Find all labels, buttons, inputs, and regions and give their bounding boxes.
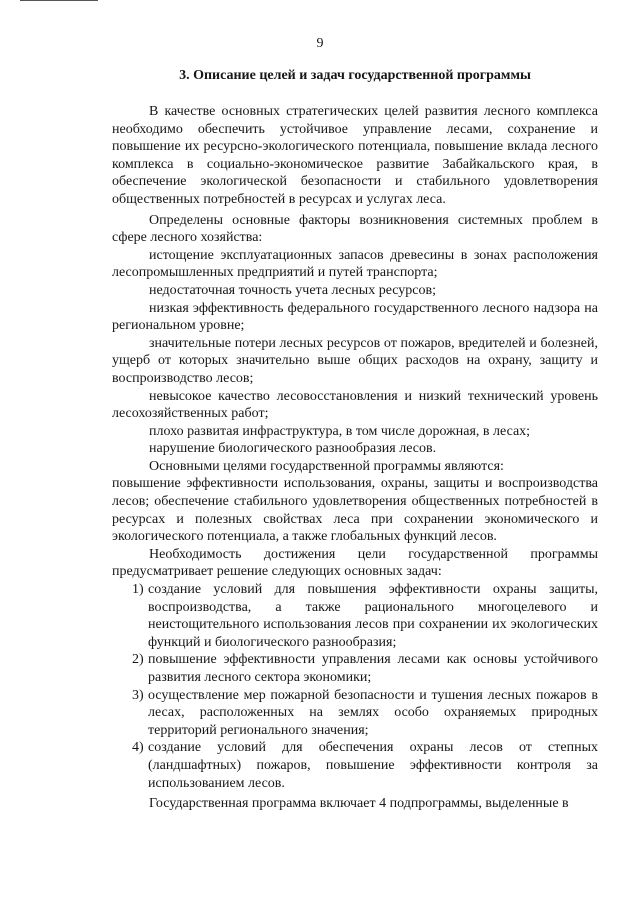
- task-text: повышение эффективности управления лесами как основы устойчивого развития лесного сектора экономики;: [148, 652, 598, 685]
- tasks-intro: Необходимость достижения цели государственной программы предусматривает решение следующих основных задач:: [112, 546, 598, 580]
- factor-item: низкая эффективность федерального государственного лесного надзора на региональном уровне;: [112, 300, 598, 334]
- task-number: 1): [132, 582, 144, 598]
- tasks-list: [112, 581, 598, 792]
- document-body: [112, 103, 598, 813]
- task-text: осуществление мер пожарной безопасности и тушения лесных пожаров в лесах, расположенных на землях особо охраняемых природных территорий регионального значения;: [148, 687, 598, 738]
- factor-item: невысокое качество лесовосстановления и низкий технический уровень лесохозяйственных работ;: [112, 388, 598, 422]
- task-item: [112, 687, 598, 740]
- task-text: создание условий для повышения эффективности охраны защиты, воспроизводства, а также рационального многоцелевого и неистощительного использования лесов при сохранении их экологических функций и биологического разнообразия;: [148, 582, 598, 650]
- goals-intro: Основными целями государственной программы являются:: [149, 458, 504, 474]
- goals-text: повышение эффективности использования, охраны, защиты и воспроизводства лесов; обеспечение стабильного удовлетворения общественных потребностей в ресурсах и полезных свойствах леса при сохранении экономического и экологического потенциала, а также глобальных функций лесов.: [112, 476, 598, 545]
- task-number: 3): [132, 687, 144, 703]
- closing-paragraph: Государственная программа включает 4 подпрограммы, выделенные в: [149, 796, 569, 812]
- task-item: [112, 651, 598, 686]
- task-text: создание условий для обеспечения охраны лесов от степных (ландшафтных) пожаров, повышение эффективности контроля за использованием лесов.: [148, 740, 598, 791]
- page-number: 9: [316, 36, 324, 51]
- task-item: [112, 739, 598, 792]
- factor-item: значительные потери лесных ресурсов от пожаров, вредителей и болезней, ущерб от которых значительно выше общих расходов на охрану, защиту и воспроизводство лесов;: [112, 335, 598, 386]
- factor-item: недостаточная точность учета лесных ресурсов;: [149, 282, 436, 298]
- scan-edge-line: [20, 0, 98, 1]
- factor-item: нарушение биологического разнообразия лесов.: [149, 441, 437, 457]
- factor-item: плохо развитая инфраструктура, в том числе дорожная, в лесах;: [149, 423, 531, 439]
- section-heading: 3. Описание целей и задач государственной программы: [179, 68, 531, 83]
- intro-paragraph: В качестве основных стратегических целей развития лесного комплекса необходимо обеспечить устойчивое управление лесами, сохранение и повышение их ресурсно-экологического потенциала, повышение вклада лесного комплекса в социально-экономическое развитие Забайкальского края, в обеспечение экологической безопасности и стабильного удовлетворения общественных потребностей в ресурсах и услугах леса.: [112, 104, 598, 207]
- factor-item: истощение эксплуатационных запасов древесины в зонах расположения лесопромышленных предприятий и путей транспорта;: [112, 247, 598, 281]
- task-number: 2): [132, 652, 144, 668]
- factors-intro: Определены основные факторы возникновения системных проблем в сфере лесного хозяйства:: [112, 212, 598, 246]
- task-item: [112, 581, 598, 651]
- task-number: 4): [132, 740, 144, 756]
